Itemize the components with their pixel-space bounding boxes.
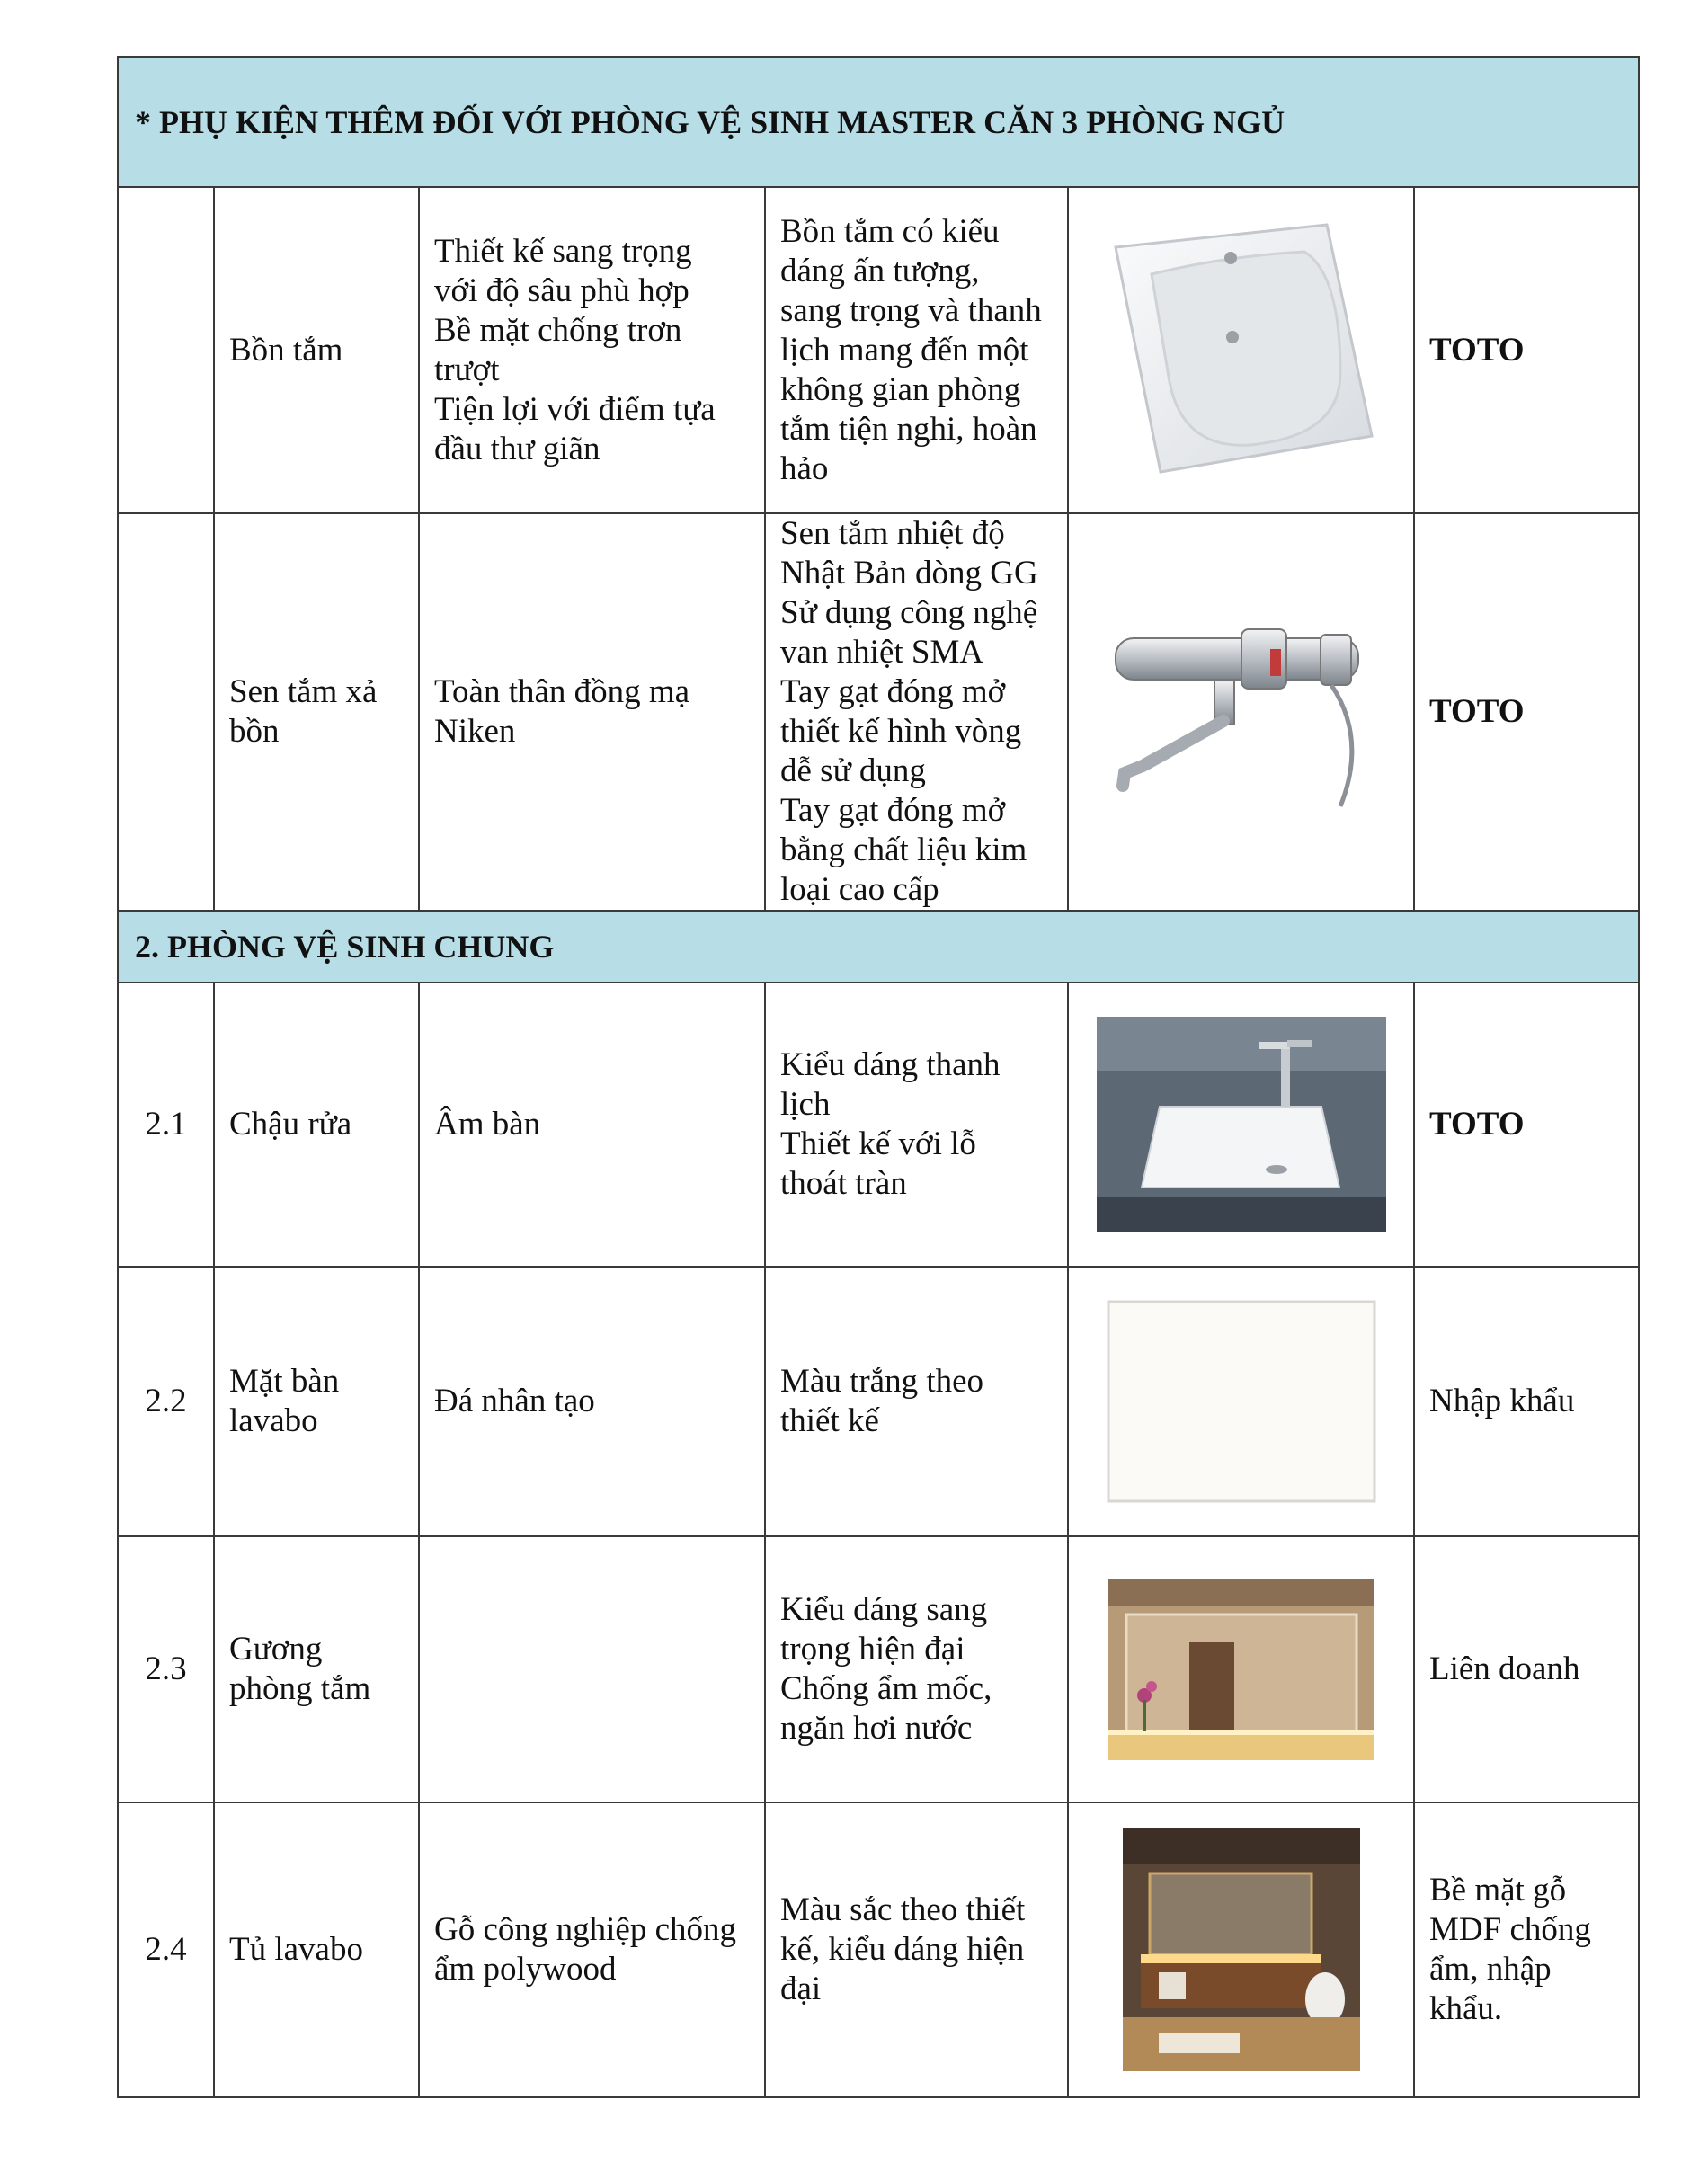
brand-name: TOTO: [1429, 1106, 1525, 1143]
description-line: thiết kế: [780, 1402, 879, 1439]
description-line: đại: [780, 1971, 822, 2007]
description-cell: [765, 983, 1068, 1267]
description-line: Tay gạt đóng mở: [780, 792, 1006, 829]
description-line: tắm tiện nghi, hoàn: [780, 410, 1037, 448]
item-name: Tủ lavabo: [229, 1931, 363, 1968]
table-row: [118, 1802, 1639, 2097]
material-cell: [419, 1802, 765, 2097]
material-line: đầu thư giãn: [434, 430, 600, 467]
description-line: dáng ấn tượng,: [780, 252, 980, 289]
item-name-cell: [214, 1536, 419, 1802]
material-line: Thiết kế sang trọng: [434, 232, 692, 270]
item-name: phòng tắm: [229, 1670, 371, 1707]
description-cell: [765, 1536, 1068, 1802]
description-line: Màu sắc theo thiết: [780, 1891, 1026, 1928]
material-line: Niken: [434, 713, 516, 750]
brand-cell: [1414, 513, 1639, 911]
description-line: Nhật Bản dòng GG: [780, 555, 1038, 592]
description-line: thoát tràn: [780, 1165, 907, 1202]
material-cell: [419, 983, 765, 1267]
material-line: Đá nhân tạo: [434, 1383, 595, 1419]
item-number: 2.4: [118, 1802, 214, 2097]
description-cell: [765, 1267, 1068, 1536]
description-line: Kiểu dáng sang: [780, 1591, 988, 1628]
table-row: [118, 187, 1639, 513]
item-number: 2.1: [118, 983, 214, 1267]
product-image-cell: [1068, 1267, 1414, 1536]
description-line: sang trọng và thanh: [780, 291, 1042, 329]
material-cell: [419, 187, 765, 513]
brand-line: MDF chống: [1429, 1911, 1591, 1948]
shower-mixer-image: [1107, 613, 1376, 811]
table-row: [118, 983, 1639, 1267]
section-title: * PHỤ KIỆN THÊM ĐỐI VỚI PHÒNG VỆ SINH MASTER CĂN 3 PHÒNG NGỦ: [118, 57, 1639, 187]
table-row: [118, 513, 1639, 911]
material-line: Âm bàn: [434, 1106, 541, 1143]
description-line: Tay gạt đóng mở: [780, 673, 1006, 710]
item-number: 2.2: [118, 1267, 214, 1536]
item-name: Sen tắm xả: [229, 673, 378, 710]
item-number: [118, 187, 214, 513]
description-cell: [765, 187, 1068, 513]
brand-name: TOTO: [1429, 693, 1525, 730]
brand-cell: [1414, 1536, 1639, 1802]
description-line: thiết kế hình vòng: [780, 713, 1022, 750]
material-line: ẩm polywood: [434, 1951, 617, 1988]
description-line: Màu trắng theo: [780, 1363, 984, 1400]
item-name-cell: [214, 983, 419, 1267]
table-row: [118, 1267, 1639, 1536]
description-line: ngăn hơi nước: [780, 1710, 973, 1747]
description-line: lịch mang đến một: [780, 331, 1029, 369]
description-line: Thiết kế với lỗ: [780, 1125, 976, 1162]
bathtub-image: [1098, 220, 1385, 481]
material-line: Toàn thân đồng mạ: [434, 673, 690, 710]
white-stone-slab-image: [1106, 1299, 1377, 1504]
material-line: Tiện lợi với điểm tựa: [434, 390, 716, 428]
item-name: lavabo: [229, 1402, 318, 1439]
material-cell: [419, 1536, 765, 1802]
material-line: Bề mặt chống trơn: [434, 311, 682, 349]
brand-cell: [1414, 187, 1639, 513]
item-name: bồn: [229, 713, 280, 750]
description-line: Chống ẩm mốc,: [780, 1670, 992, 1707]
description-line: loại cao cấp: [780, 871, 939, 908]
material-cell: [419, 513, 765, 911]
description-line: Kiểu dáng thanh: [780, 1046, 1001, 1083]
spec-table: [117, 56, 1640, 2098]
material-line: trượt: [434, 351, 500, 388]
section-title: 2. PHÒNG VỆ SINH CHUNG: [118, 911, 1639, 983]
brand-cell: [1414, 1267, 1639, 1536]
material-line: Gỗ công nghiệp chống: [434, 1911, 737, 1948]
description-line: hảo: [780, 449, 829, 487]
item-number: 2.3: [118, 1536, 214, 1802]
description-line: lịch: [780, 1086, 831, 1123]
brand-cell: [1414, 1802, 1639, 2097]
item-name-cell: [214, 1267, 419, 1536]
brand-cell: [1414, 983, 1639, 1267]
brand-line: khẩu.: [1429, 1990, 1503, 2027]
description-line: không gian phòng: [780, 370, 1021, 408]
description-cell: [765, 513, 1068, 911]
description-line: Bồn tắm có kiểu: [780, 212, 1000, 250]
description-line: Sử dụng công nghệ: [780, 594, 1038, 631]
brand-name: Nhập khẩu: [1429, 1383, 1575, 1419]
brand-line: ẩm, nhập: [1429, 1951, 1552, 1988]
vanity-cabinet-image: [1123, 1828, 1360, 2071]
description-line: bằng chất liệu kim: [780, 832, 1027, 868]
description-line: Sen tắm nhiệt độ: [780, 515, 1005, 552]
description-cell: [765, 1802, 1068, 2097]
product-image-cell: [1068, 983, 1414, 1267]
undermount-sink-image: [1097, 1017, 1386, 1232]
item-name-cell: [214, 513, 419, 911]
section-header-row: [118, 57, 1639, 187]
product-image-cell: [1068, 513, 1414, 911]
description-line: kế, kiểu dáng hiện: [780, 1931, 1025, 1968]
brand-name: TOTO: [1429, 331, 1525, 369]
material-line: với độ sâu phù hợp: [434, 271, 689, 309]
brand-line: Bề mặt gỗ: [1429, 1872, 1567, 1908]
item-name-cell: [214, 1802, 419, 2097]
product-image-cell: [1068, 1802, 1414, 2097]
material-cell: [419, 1267, 765, 1536]
description-line: van nhiệt SMA: [780, 634, 984, 671]
description-line: trọng hiện đại: [780, 1631, 965, 1668]
brand-name: Liên doanh: [1429, 1650, 1580, 1687]
item-name: Gương: [229, 1631, 323, 1668]
product-image-cell: [1068, 1536, 1414, 1802]
table-row: [118, 1536, 1639, 1802]
item-name: Mặt bàn: [229, 1363, 340, 1400]
item-name-cell: [214, 187, 419, 513]
item-number: [118, 513, 214, 911]
bathroom-mirror-image: [1108, 1579, 1374, 1760]
item-name: Chậu rửa: [229, 1106, 352, 1143]
description-line: dễ sử dụng: [780, 752, 926, 789]
section-header-row: [118, 911, 1639, 983]
product-image-cell: [1068, 187, 1414, 513]
item-name: Bồn tắm: [229, 331, 343, 369]
